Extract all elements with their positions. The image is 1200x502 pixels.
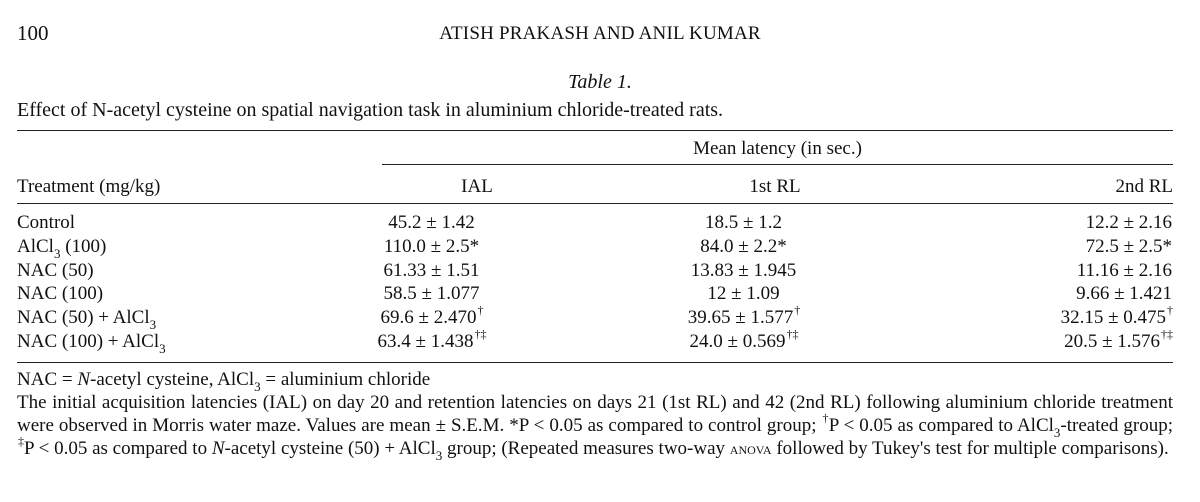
methods-footnote: The initial acquisition latencies (IAL) on day 20 and retention latencies on days 21 (1st RL) and 42 (2nd RL) following aluminium chloride treatment were observed in Morris water maze. Values are mean ± S.E.M. *P < 0.05 as compared to control group; †P < 0.05 as compared to AlCl$_3$-treated group; ‡P < 0.05 as compared to N-acetyl cysteine (50) + AlCl$_3$ group; (Repeated measures two-way anova followed by Tukey's test for multiple comparisons). <box>17 392 1174 463</box>
table-row <box>17 326 1173 356</box>
rl2-cell: 12.2 ± 2.16 <box>1085 212 1172 233</box>
ial-cell: 69.6 ± 2.470† <box>380 302 484 329</box>
rl2-cell: 9.66 ± 1.421 <box>1076 283 1172 305</box>
rl1-cell: 84.0 ± 2.2* <box>700 235 787 257</box>
ial-cell: 63.4 ± 1.438†‡ <box>377 326 487 352</box>
treatment-cell: NAC (50) <box>17 259 94 281</box>
spanner-rule <box>382 164 1173 165</box>
table-body <box>17 211 1173 354</box>
treatment-cell: Control <box>17 212 76 233</box>
rl1-cell: 24.0 ± 0.569†‡ <box>689 326 799 352</box>
rl2-cell: 11.16 ± 2.16 <box>1076 259 1172 281</box>
ial-cell: 45.2 ± 1.42 <box>388 212 475 233</box>
table-label: Table 1. <box>568 71 632 93</box>
ial-cell: 58.5 ± 1.077 <box>383 283 480 305</box>
treatment-cell: NAC (100) <box>17 283 104 305</box>
rl1-cell: 39.65 ± 1.577† <box>687 302 801 329</box>
table-bottom-rule <box>17 362 1173 363</box>
column-header-2nd-rl: 2nd RL <box>1115 176 1173 197</box>
column-header-treatment: Treatment (mg/kg) <box>17 176 161 197</box>
running-head: ATISH PRAKASH AND ANIL KUMAR <box>439 23 761 44</box>
table-caption: Effect of N-acetyl cysteine on spatial navigation task in aluminium chloride-treated rats. <box>17 99 724 121</box>
table-row <box>17 302 1173 332</box>
table-footnotes <box>17 368 1174 463</box>
treatment-cell: NAC (50) + AlCl$_3$ <box>17 307 157 332</box>
rl1-cell: 18.5 ± 1.2 <box>705 212 782 233</box>
table-top-rule <box>17 130 1173 131</box>
column-header-ial: IAL <box>461 176 493 197</box>
table-row <box>17 211 1173 235</box>
rl2-cell: 72.5 ± 2.5* <box>1085 235 1172 257</box>
ial-cell: 61.33 ± 1.51 <box>383 259 480 281</box>
abbreviations-footnote: NAC = N-acetyl cysteine, AlCl$_3$ = aluminium chloride <box>17 369 431 394</box>
rl2-cell: 32.15 ± 0.475† <box>1060 302 1173 329</box>
column-header-1st-rl: 1st RL <box>749 176 801 197</box>
table-row <box>17 235 1173 259</box>
rl2-cell: 20.5 ± 1.576†‡ <box>1064 326 1173 352</box>
table-row <box>17 282 1173 306</box>
table-row <box>17 259 1173 283</box>
rl1-cell: 12 ± 1.09 <box>707 283 780 305</box>
column-spanner: Mean latency (in sec.) <box>693 138 862 159</box>
page-number: 100 <box>17 21 49 45</box>
rl1-cell: 13.83 ± 1.945 <box>690 259 797 281</box>
treatment-cell: NAC (100) + AlCl$_3$ <box>17 330 166 356</box>
treatment-cell: AlCl$_3$ (100) <box>17 235 107 261</box>
header-bottom-rule <box>17 203 1173 204</box>
ial-cell: 110.0 ± 2.5* <box>383 235 480 257</box>
